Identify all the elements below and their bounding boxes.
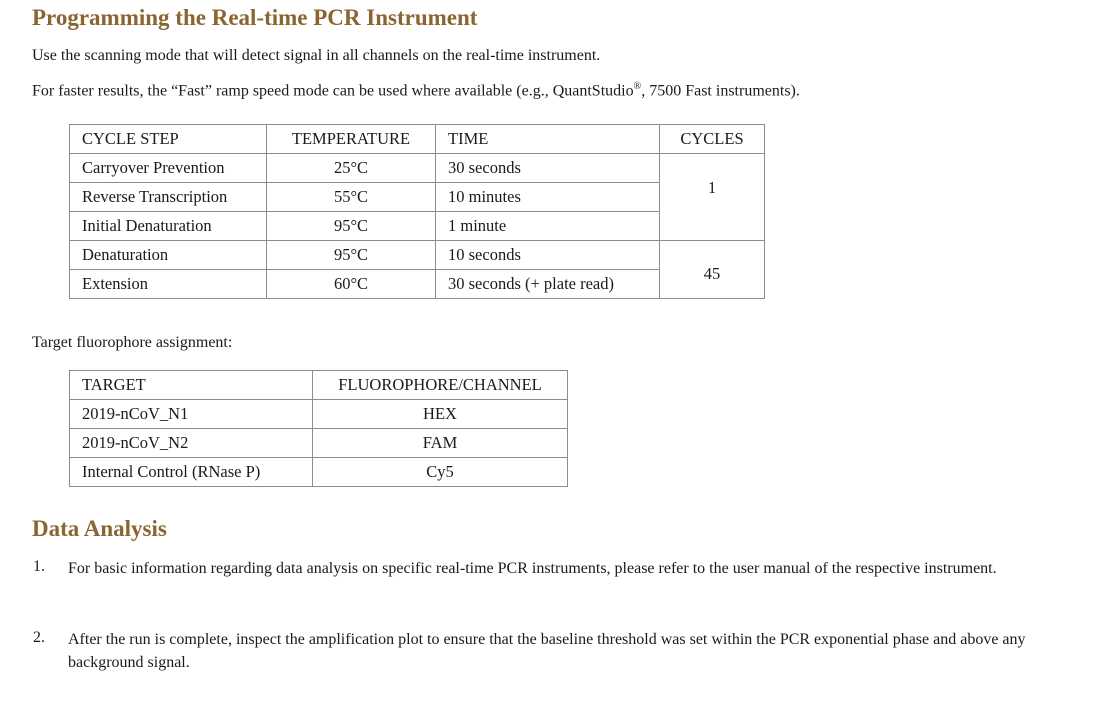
intro-line-2 (32, 81, 800, 100)
table-row (70, 154, 765, 183)
target: 2019-nCoV_N1 (70, 400, 313, 429)
header-cycles: CYCLES (660, 125, 765, 154)
intro-line-1: Use the scanning mode that will detect signal in all channels on the real-time instrument. (32, 47, 601, 64)
table-row (70, 241, 765, 270)
table-row (70, 400, 568, 429)
channel: Cy5 (313, 458, 568, 487)
list-item-number: 1. (33, 558, 45, 575)
registered-mark: ® (633, 81, 642, 92)
time: 30 seconds (436, 154, 660, 183)
channel: HEX (313, 400, 568, 429)
table-row (70, 458, 568, 487)
channel: FAM (313, 429, 568, 458)
fluorophore-label: Target fluorophore assignment: (32, 334, 233, 351)
header-target: TARGET (70, 371, 313, 400)
fluorophore-table (69, 370, 568, 487)
header-temperature: TEMPERATURE (267, 125, 436, 154)
list-item-text: For basic information regarding data analysis on specific real-time PCR instruments, please refer to the user manual of the respective instrument. (68, 560, 997, 577)
cycle-step: Denaturation (70, 241, 267, 270)
temperature: 95°C (267, 212, 436, 241)
time: 10 seconds (436, 241, 660, 270)
cycles-group-1: 1 (660, 154, 765, 241)
header-time: TIME (436, 125, 660, 154)
target: 2019-nCoV_N2 (70, 429, 313, 458)
cycle-step: Initial Denaturation (70, 212, 267, 241)
time: 10 minutes (436, 183, 660, 212)
temperature: 25°C (267, 154, 436, 183)
list-item-text: After the run is complete, inspect the amplification plot to ensure that the baseline threshold was set within the PCR exponential phase and above any background signal. (68, 631, 1026, 671)
header-cycle-step: CYCLE STEP (70, 125, 267, 154)
list-item-number: 2. (33, 629, 45, 646)
cycle-table (69, 124, 765, 299)
cycle-step: Reverse Transcription (70, 183, 267, 212)
section-title-data-analysis: Data Analysis (32, 516, 167, 541)
fluorophore-table-header (70, 371, 568, 400)
temperature: 60°C (267, 270, 436, 299)
page-title: Programming the Real-time PCR Instrument (32, 5, 478, 30)
temperature: 95°C (267, 241, 436, 270)
temperature: 55°C (267, 183, 436, 212)
cycle-step: Extension (70, 270, 267, 299)
intro-line-2-prefix: For faster results, the “Fast” ramp speed mode can be used where available (e.g., QuantStudio (32, 82, 634, 100)
target: Internal Control (RNase P) (70, 458, 313, 487)
intro-line-2-suffix: , 7500 Fast instruments). (641, 82, 800, 100)
header-fluorophore-channel: FLUOROPHORE/CHANNEL (313, 371, 568, 400)
cycle-step: Carryover Prevention (70, 154, 267, 183)
cycle-table-header (70, 125, 765, 154)
cycles-group-2: 45 (660, 241, 765, 299)
time: 1 minute (436, 212, 660, 241)
time: 30 seconds (+ plate read) (436, 270, 660, 299)
table-row (70, 429, 568, 458)
